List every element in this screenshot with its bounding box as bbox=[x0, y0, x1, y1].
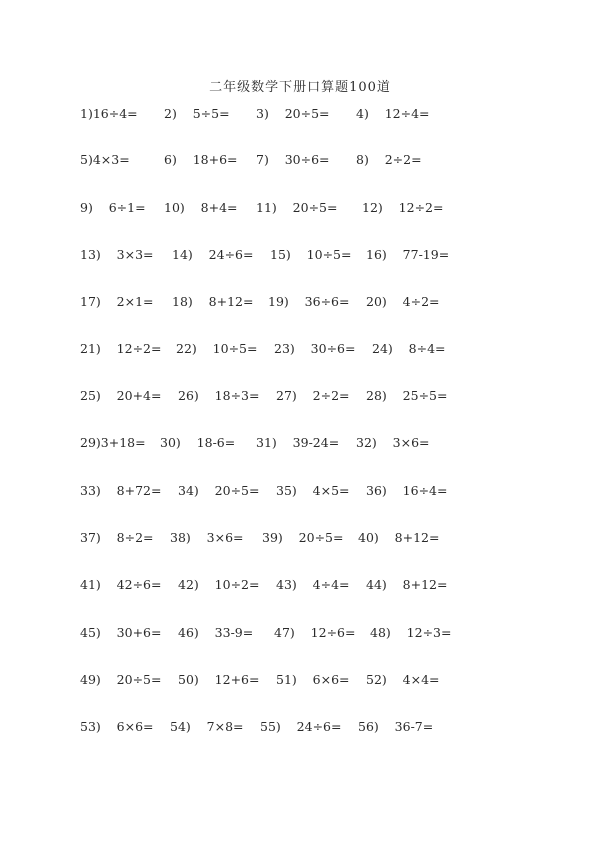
problem-row bbox=[0, 435, 600, 457]
problem: 8) 2÷2= bbox=[356, 152, 422, 167]
problem: 49) 20÷5= bbox=[80, 672, 162, 687]
problem: 32) 3×6= bbox=[356, 435, 430, 450]
worksheet-title: 二年级数学下册口算题100道 bbox=[209, 80, 391, 95]
problem: 46) 33-9= bbox=[178, 625, 254, 640]
problem: 50) 12+6= bbox=[178, 672, 260, 687]
problem: 39) 20÷5= bbox=[262, 530, 344, 545]
problem: 10) 8+4= bbox=[164, 200, 238, 215]
problem: 55) 24÷6= bbox=[260, 719, 342, 734]
problem: 23) 30÷6= bbox=[274, 341, 356, 356]
problem: 38) 3×6= bbox=[170, 530, 244, 545]
problem: 36) 16÷4= bbox=[366, 483, 448, 498]
problem: 15) 10÷5= bbox=[270, 247, 352, 262]
problem: 2) 5÷5= bbox=[164, 106, 230, 121]
problem: 12) 12÷2= bbox=[362, 200, 444, 215]
problem-row bbox=[0, 672, 600, 694]
problem: 33) 8+72= bbox=[80, 483, 162, 498]
problem: 7) 30÷6= bbox=[256, 152, 330, 167]
problem-row bbox=[0, 530, 600, 552]
problem: 14) 24÷6= bbox=[172, 247, 254, 262]
problem: 22) 10÷5= bbox=[176, 341, 258, 356]
problem-row bbox=[0, 200, 600, 222]
problem-row bbox=[0, 106, 600, 128]
problem: 44) 8+12= bbox=[366, 577, 448, 592]
problem: 30) 18-6= bbox=[160, 435, 236, 450]
problem: 6) 18+6= bbox=[164, 152, 238, 167]
problem: 47) 12÷6= bbox=[274, 625, 356, 640]
problem-row bbox=[0, 577, 600, 599]
problem: 41) 42÷6= bbox=[80, 577, 162, 592]
problem: 26) 18÷3= bbox=[178, 388, 260, 403]
problem: 31) 39-24= bbox=[256, 435, 340, 450]
problem-row bbox=[0, 152, 600, 174]
problem: 17) 2×1= bbox=[80, 294, 154, 309]
problem-row bbox=[0, 388, 600, 410]
problem: 5)4×3= bbox=[80, 152, 130, 167]
problem: 18) 8+12= bbox=[172, 294, 254, 309]
problem: 24) 8÷4= bbox=[372, 341, 446, 356]
problem: 54) 7×8= bbox=[170, 719, 244, 734]
problem: 52) 4×4= bbox=[366, 672, 440, 687]
problem-row bbox=[0, 341, 600, 363]
problem-row bbox=[0, 247, 600, 269]
problem: 19) 36÷6= bbox=[268, 294, 350, 309]
problem: 48) 12÷3= bbox=[370, 625, 452, 640]
problem: 34) 20÷5= bbox=[178, 483, 260, 498]
problem: 42) 10÷2= bbox=[178, 577, 260, 592]
problem: 21) 12÷2= bbox=[80, 341, 162, 356]
problem: 45) 30+6= bbox=[80, 625, 162, 640]
problem-row bbox=[0, 294, 600, 316]
problem: 1)16÷4= bbox=[80, 106, 138, 121]
problem-row bbox=[0, 625, 600, 647]
problem-row bbox=[0, 483, 600, 505]
problem: 11) 20÷5= bbox=[256, 200, 338, 215]
problem: 20) 4÷2= bbox=[366, 294, 440, 309]
problem: 28) 25÷5= bbox=[366, 388, 448, 403]
problem: 9) 6÷1= bbox=[80, 200, 146, 215]
problem: 43) 4÷4= bbox=[276, 577, 350, 592]
problem-row bbox=[0, 719, 600, 741]
problem: 56) 36-7= bbox=[358, 719, 434, 734]
problem: 37) 8÷2= bbox=[80, 530, 154, 545]
problem: 25) 20+4= bbox=[80, 388, 162, 403]
problem: 4) 12÷4= bbox=[356, 106, 430, 121]
problem: 29)3+18= bbox=[80, 435, 146, 450]
problem: 13) 3×3= bbox=[80, 247, 154, 262]
problem: 53) 6×6= bbox=[80, 719, 154, 734]
problem: 3) 20÷5= bbox=[256, 106, 330, 121]
problem: 40) 8+12= bbox=[358, 530, 440, 545]
problem: 51) 6×6= bbox=[276, 672, 350, 687]
problem: 16) 77-19= bbox=[366, 247, 450, 262]
problem: 27) 2÷2= bbox=[276, 388, 350, 403]
problem: 35) 4×5= bbox=[276, 483, 350, 498]
